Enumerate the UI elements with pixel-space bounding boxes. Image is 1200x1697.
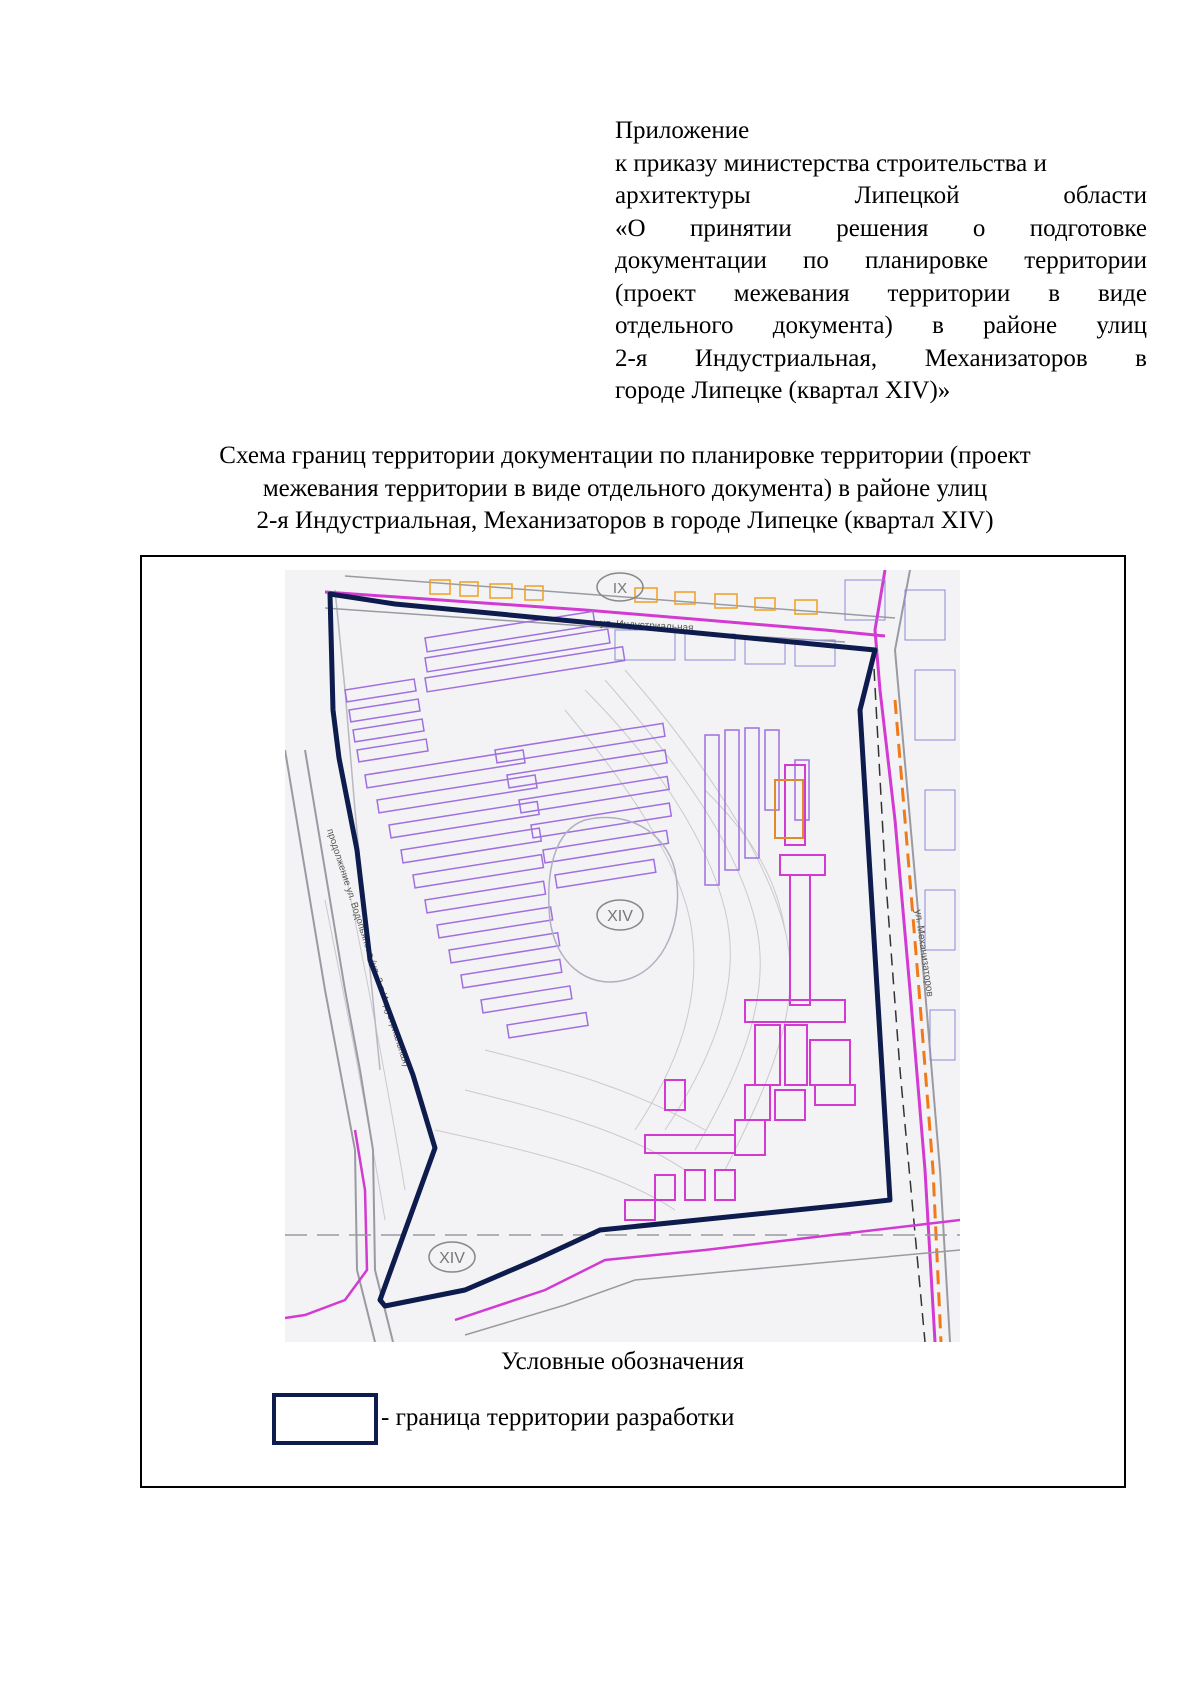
quarter-label-top: IX: [612, 580, 628, 597]
street-label-mechanizatorov: ул. Механизаторов: [912, 908, 936, 998]
appendix-line: «О принятии решения о подготовке: [615, 214, 1147, 242]
appendix-line: архитектуры Липецкой области: [615, 182, 1147, 209]
appendix-line: (проект межевания территории в виде: [615, 279, 1147, 307]
appendix-line: к приказу министерства строительства и: [615, 149, 1047, 177]
title-line: межевания территории в виде отдельного документа) в районе улиц: [262, 474, 988, 502]
appendix-line: городе Липецке (квартал XIV)»: [615, 377, 951, 404]
scheme-title: [130, 440, 1120, 538]
title-line: Схема границ территории документации по планировке территории (проект: [219, 442, 1031, 469]
street-label-industrial: ул. Индустриальная: [599, 618, 694, 634]
map-drawing: [285, 570, 960, 1342]
quarter-label-center: XIV: [607, 908, 633, 925]
appendix-line: отдельного документа) в районе улиц: [615, 312, 1147, 339]
legend-boundary-text: - граница территории разработки: [381, 1404, 735, 1431]
street-label-vodopyanova: продолжение ул. Водопьянова (ул. 2-я Индустриальная): [324, 827, 412, 1069]
appendix-block: [615, 115, 1147, 408]
quarter-label-bottom: XIV: [439, 1250, 465, 1267]
appendix-line: Приложение: [615, 117, 750, 144]
title-line: 2-я Индустриальная, Механизаторов в городе Липецке (квартал XIV): [256, 507, 994, 534]
appendix-line: документации по планировке территории: [615, 247, 1147, 274]
legend-boundary-swatch: [272, 1393, 378, 1445]
site-map: [285, 570, 960, 1342]
appendix-line: 2-я Индустриальная, Механизаторов в: [615, 344, 1147, 372]
legend-title: Условные обозначения: [500, 1348, 745, 1375]
